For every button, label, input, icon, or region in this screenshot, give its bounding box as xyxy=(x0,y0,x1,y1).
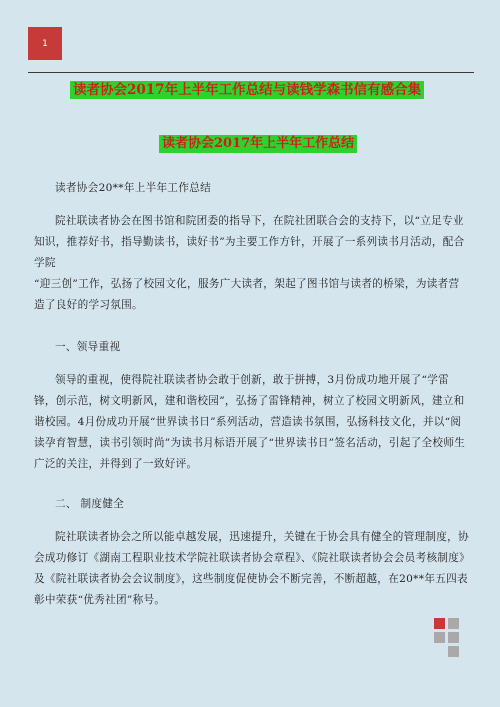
intro-paragraph: 院社联读者协会在图书馆和院团委的指导下，在院社团联合会的支持下，以“立足专业知识，推荐好书，指导勤读书，读好书”为主要工作方针，开展了一系列读书月活动，配合学院 xyxy=(34,215,465,269)
corner-decoration xyxy=(434,618,473,657)
section-heading-system: 二、 制度健全 xyxy=(55,498,125,510)
page-number-badge xyxy=(28,27,62,60)
intro-continuation: “迎三创”工作，弘扬了校园文化，服务广大读者，架起了图书馆与读者的桥梁，为读者营造了良好的学习氛围。 xyxy=(34,278,460,311)
section-heading-leadership: 一、领导重视 xyxy=(55,341,121,353)
document-title: 读者协会2017年上半年工作总结与读钱学森书信有感合集 xyxy=(70,81,424,99)
report-heading: 读者协会20**年上半年工作总结 xyxy=(55,182,211,194)
leadership-paragraph: 领导的重视，使得院社联读者协会敢于创新，敢于拼搏，3月份成功地开展了“学雷锋，创示范，树文明新风，建和谐校园”，弘扬了雷锋精神，树立了校园文明新风，建立和谐校园。4月份成功开展“世界读书日”系列活动，营造读书氛围，弘扬科技文化，并以“阅读孕育智慧，读书引领时尚”为读书月标语开展了“世界读书日”签名活动，引起了全校师生广泛的关注，并得到了一致好评。 xyxy=(34,374,466,470)
system-paragraph: 院社联读者协会之所以能卓越发展，迅速提升，关键在于协会具有健全的管理制度，协会成功修订《湖南工程职业技术学院社联读者协会章程》、《院社联读者协会会员考核制度》及《院社联读者协会会议制度》，这些制度促使协会不断完善，不断超越，在20**年五四表彰中荣获“优秀社团”称号。 xyxy=(34,531,469,606)
header-divider xyxy=(28,72,474,73)
section-title: 读者协会2017年上半年工作总结 xyxy=(159,135,357,153)
page-number: 1 xyxy=(42,38,48,49)
